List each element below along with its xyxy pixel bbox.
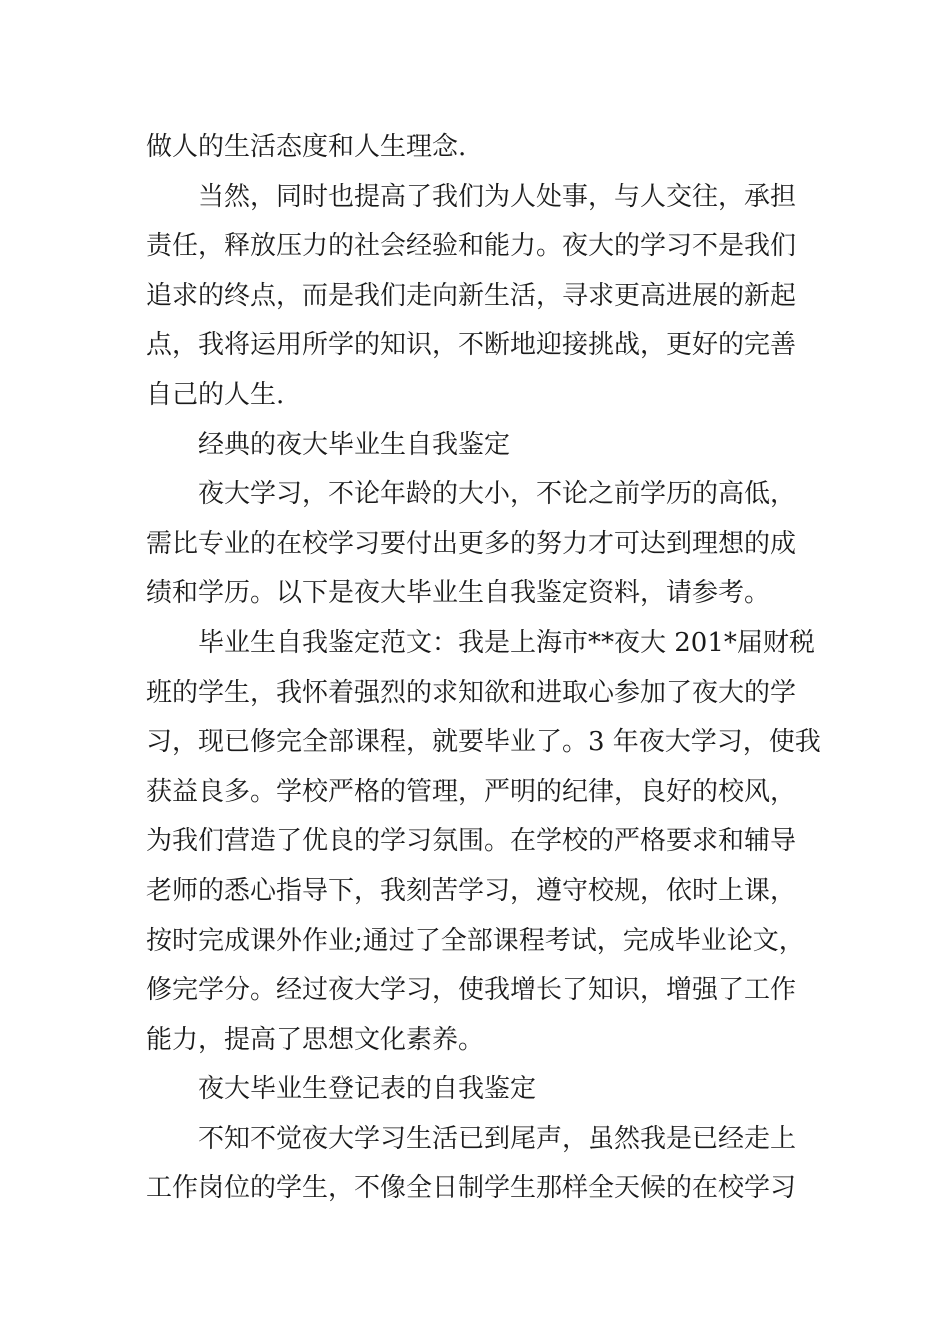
text-line: 责任，释放压力的社会经验和能力。夜大的学习不是我们	[146, 231, 797, 262]
text-line: 追求的终点，而是我们走向新生活，寻求更高进展的新起	[146, 280, 797, 311]
document-body	[146, 123, 821, 1214]
text-line: 需比专业的在校学习要付出更多的努力才可达到理想的成	[146, 528, 797, 559]
paragraph-start-line: 毕业生自我鉴定范文：我是上海市**夜大 201*届财税	[198, 627, 815, 658]
text-line: 点，我将运用所学的知识，不断地迎接挑战，更好的完善	[146, 330, 797, 361]
section-heading: 夜大毕业生登记表的自我鉴定	[198, 1074, 537, 1105]
text-line: 绩和学历。以下是夜大毕业生自我鉴定资料，请参考。	[146, 578, 771, 609]
paragraph-start-line: 当然，同时也提高了我们为人处事，与人交往，承担	[198, 181, 797, 212]
text-line: 班的学生，我怀着强烈的求知欲和进取心参加了夜大的学	[146, 677, 797, 708]
text-line: 修完学分。经过夜大学习，使我增长了知识，增强了工作	[146, 975, 797, 1006]
text-line: 做人的生活态度和人生理念.	[146, 132, 467, 162]
text-line: 为我们营造了优良的学习氛围。在学校的严格要求和辅导	[146, 826, 797, 857]
text-line: 老师的悉心指导下，我刻苦学习，遵守校规，依时上课，	[146, 875, 797, 906]
paragraph-start-line: 不知不觉夜大学习生活已到尾声，虽然我是已经走上	[198, 1123, 797, 1154]
text-line: 习，现已修完全部课程，就要毕业了。3 年夜大学习，使我	[146, 727, 821, 758]
text-line: 工作岗位的学生，不像全日制学生那样全天候的在校学习	[146, 1173, 797, 1204]
text-line: 获益良多。学校严格的管理，严明的纪律，良好的校风，	[146, 776, 797, 807]
text-line: 能力，提高了思想文化素养。	[146, 1024, 485, 1055]
section-heading: 经典的夜大毕业生自我鉴定	[198, 429, 511, 460]
text-line: 按时完成课外作业;通过了全部课程考试，完成毕业论文，	[146, 925, 805, 956]
text-line: 自己的人生.	[146, 379, 285, 410]
paragraph-start-line: 夜大学习，不论年龄的大小，不论之前学历的高低，	[198, 479, 797, 510]
